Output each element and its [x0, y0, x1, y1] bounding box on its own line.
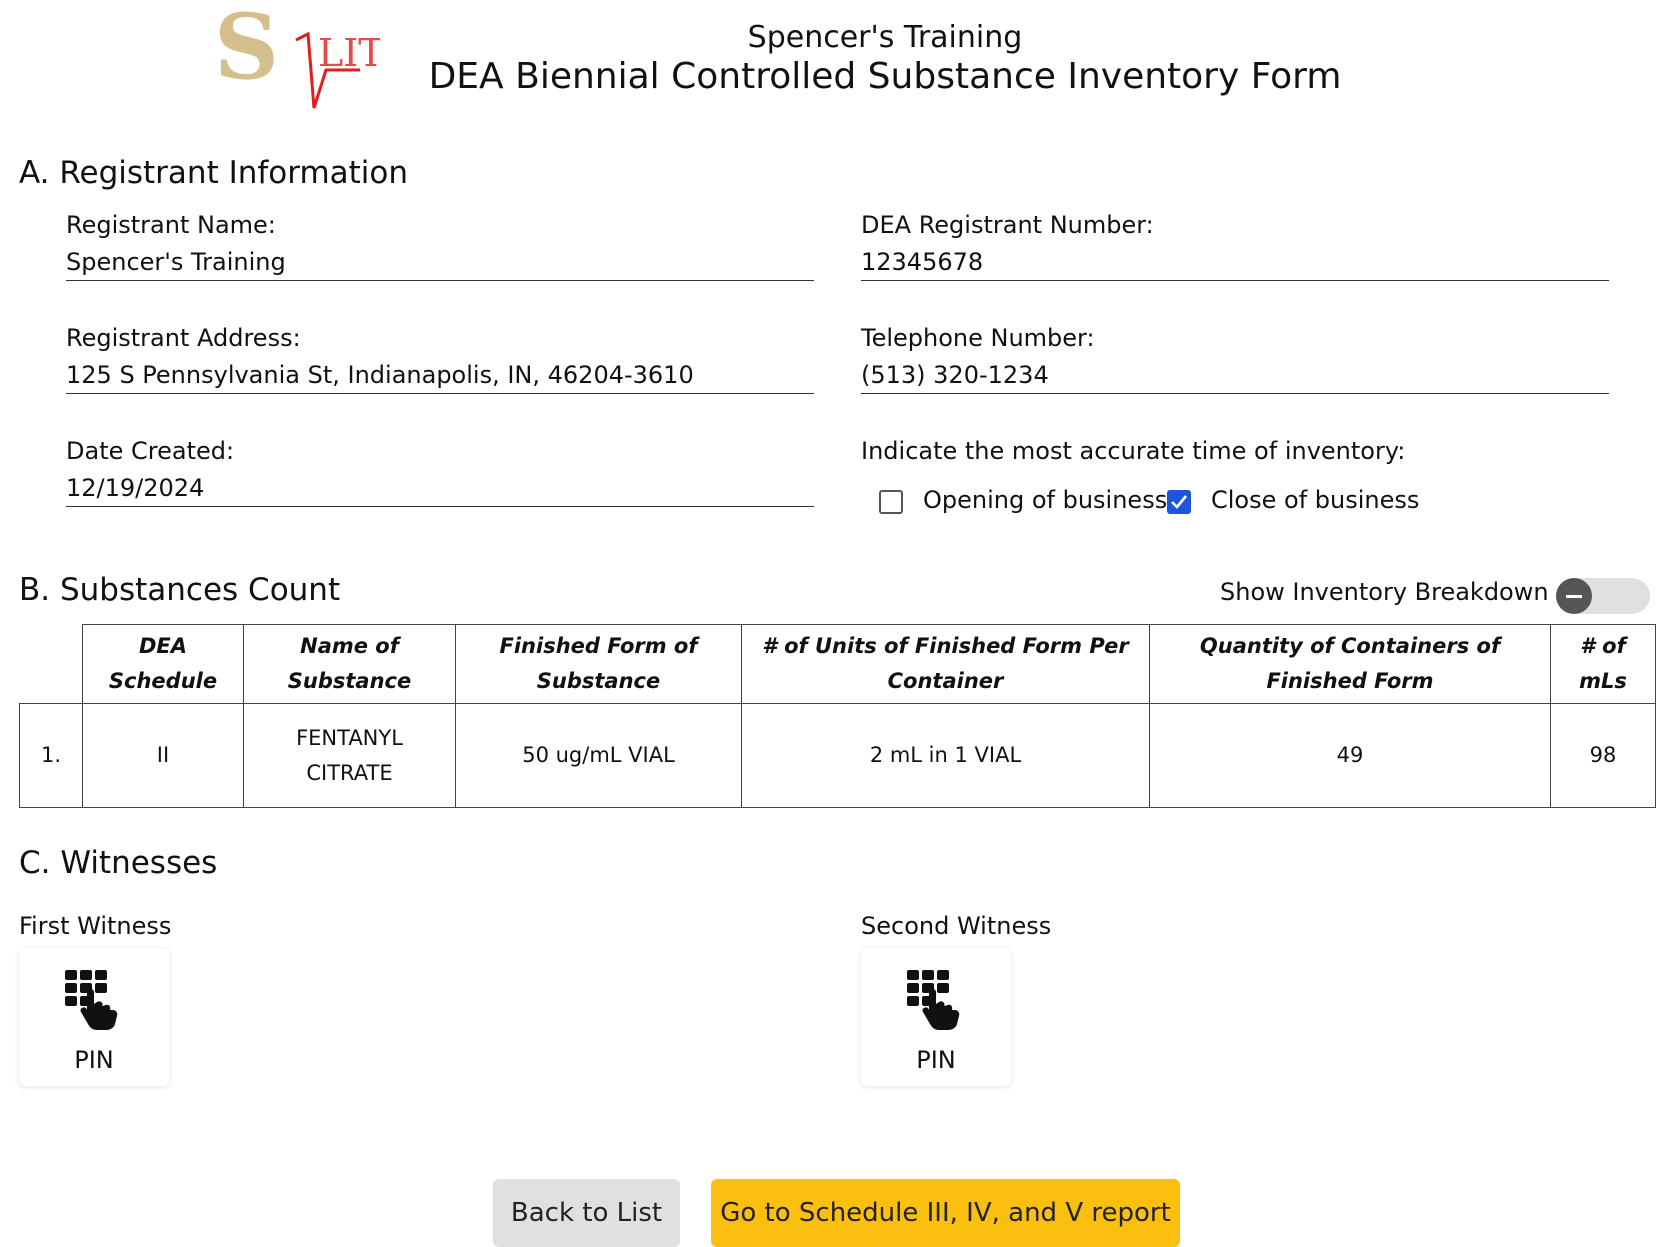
close-of-business-label[interactable]: Close of business: [1211, 486, 1420, 514]
row-index: 1.: [20, 704, 83, 808]
dea-number-label: DEA Registrant Number:: [861, 211, 1154, 239]
cell-form: 50 ug/mL VIAL: [456, 704, 742, 808]
cell-mls: 98: [1551, 704, 1656, 808]
toggle-off-icon: [1556, 578, 1592, 614]
inventory-time-label: Indicate the most accurate time of inventory:: [861, 437, 1406, 465]
telephone-label: Telephone Number:: [861, 324, 1095, 352]
cell-quantity: 49: [1150, 704, 1551, 808]
keypad-touch-icon: [63, 968, 127, 1032]
column-header-mls: # of mLs: [1551, 625, 1656, 704]
cell-name: FENTANYL CITRATE: [244, 704, 456, 808]
inventory-breakdown-toggle[interactable]: [1556, 578, 1650, 614]
close-of-business-checkbox[interactable]: [1167, 490, 1191, 514]
opening-of-business-checkbox[interactable]: [879, 490, 903, 514]
index-column-header: [20, 625, 83, 704]
column-header-quantity: Quantity of Containers of Finished Form: [1150, 625, 1551, 704]
column-header-name: Name of Substance: [244, 625, 456, 704]
section-title-registrant: A. Registrant Information: [19, 155, 409, 191]
registrant-name-label: Registrant Name:: [66, 211, 276, 239]
form-title: DEA Biennial Controlled Substance Inventory Form: [428, 56, 1342, 97]
second-witness-pin-label: PIN: [916, 1046, 956, 1074]
back-to-list-button[interactable]: Back to List: [493, 1179, 680, 1247]
dea-number-field[interactable]: 12345678: [861, 244, 1609, 281]
section-title-witnesses: C. Witnesses: [19, 845, 218, 881]
registrant-name-field[interactable]: Spencer's Training: [66, 244, 814, 281]
cell-schedule: II: [83, 704, 244, 808]
schedule-iii-v-report-button[interactable]: Go to Schedule III, IV, and V report: [711, 1179, 1180, 1247]
checkmark-icon: [1169, 492, 1189, 512]
first-witness-label: First Witness: [19, 912, 172, 940]
opening-of-business-label[interactable]: Opening of business: [923, 486, 1168, 514]
keypad-touch-icon: [905, 968, 969, 1032]
first-witness-pin-label: PIN: [74, 1046, 114, 1074]
column-header-units: # of Units of Finished Form Per Container: [742, 625, 1150, 704]
registrant-address-label: Registrant Address:: [66, 324, 301, 352]
date-created-label: Date Created:: [66, 437, 235, 465]
first-witness-pin-button[interactable]: [19, 948, 169, 1086]
second-witness-label: Second Witness: [861, 912, 1052, 940]
column-header-schedule: DEA Schedule: [83, 625, 244, 704]
table-header-row: [20, 625, 1656, 704]
cell-units: 2 mL in 1 VIAL: [742, 704, 1150, 808]
svg-text:S: S: [214, 0, 279, 100]
substances-table: [19, 624, 1655, 808]
registrant-address-field[interactable]: 125 S Pennsylvania St, Indianapolis, IN, 46204-3610: [66, 357, 814, 394]
telephone-field[interactable]: (513) 320-1234: [861, 357, 1609, 394]
section-title-substances: B. Substances Count: [19, 572, 341, 608]
svg-text:LIT: LIT: [318, 31, 380, 75]
inventory-breakdown-label: Show Inventory Breakdown: [1220, 578, 1549, 606]
second-witness-pin-button[interactable]: [861, 948, 1011, 1086]
table-row: [20, 704, 1656, 808]
column-header-form: Finished Form of Substance: [456, 625, 742, 704]
org-name: Spencer's Training: [747, 20, 1023, 55]
date-created-field[interactable]: 12/19/2024: [66, 470, 814, 507]
